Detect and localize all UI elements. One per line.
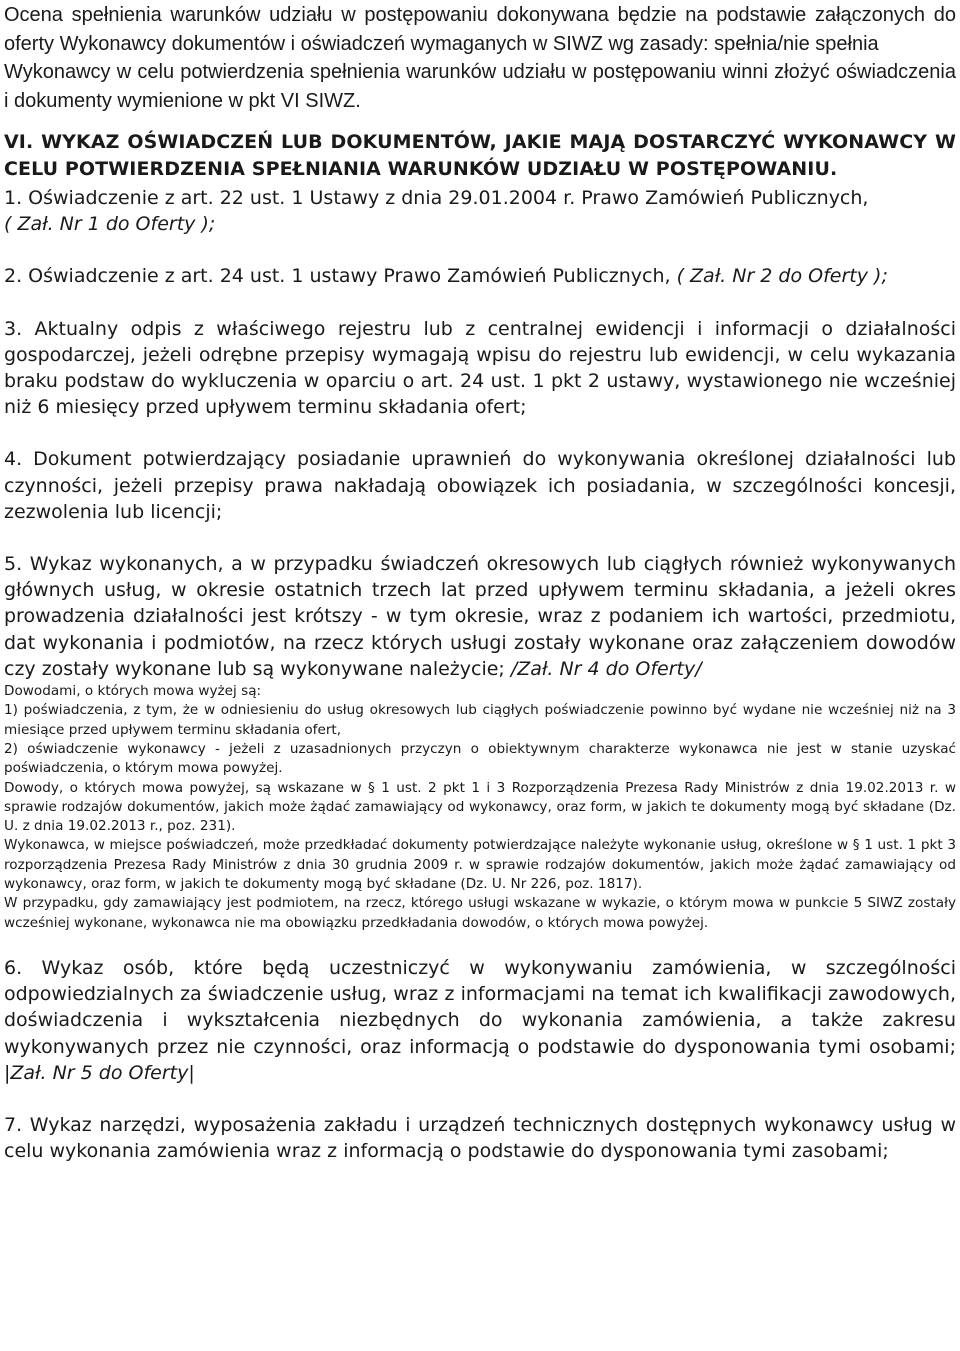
evidence-notes — [4, 682, 956, 933]
intro-paragraph-2: Wykonawcy w celu potwierdzenia spełnienia warunków udziału w postępowaniu winni złożyć oświadczenia i dokumenty wymienione w pkt VI SIWZ. — [4, 61, 956, 112]
note-2: 1) poświadczenia, z tym, że w odniesieniu do usług okresowych lub ciągłych poświadczenie powinno być wydane nie wcześniej niż na 3 miesiące przed upływem terminu składania ofert, — [4, 702, 956, 738]
note-6: W przypadku, gdy zamawiający jest podmiotem, na rzecz, którego usługi wskazane w wykazie, o którym mowa w punkcie 5 SIWZ zostały wcześniej wykonane, wykonawca nie ma obowiązku przedkładania dowodów, o których mowa powyżej. — [4, 895, 956, 931]
list-item-7: 7. Wykaz narzędzi, wyposażenia zakładu i urządzeń technicznych dostępnych wykonawcy usług w celu wykonania zamówienia wraz z informacją o podstawie do dysponowania tymi zasobami; — [4, 1113, 956, 1163]
intro-section — [4, 0, 956, 115]
requirements-list-continued — [4, 955, 956, 1164]
list-item-5-text: 5. Wykaz wykonanych, a w przypadku świadczeń okresowych lub ciągłych również wykonywanych głównych usług, w okresie ostatnich trzech lat przed upływem terminu składania, a jeżeli okres prowadzenia działalności jest krótszy - w tym okresie, wraz z podaniem ich wartości, przedmiotu, dat wykonania i podmiotów, na rzecz których usługi zostały wykonane oraz załączeniem dowodów czy zostały wykonane lub są wykonywane należycie; — [4, 553, 956, 680]
list-item-6-text: 6. Wykaz osób, które będą uczestniczyć w wykonywaniu zamówienia, w szczególności odpowiedzialnych za świadczenie usług, wraz z informacjami na temat ich kwalifikacji zawodowych, doświadczenia i wykształcenia niezbędnych do wykonania zamówienia, a także zakresu wykonywanych przez nie czynności, oraz informacją o podstawie do dysponowania tymi osobami; — [4, 956, 956, 1058]
list-item-6-attachment-ref: |Zał. Nr 5 do Oferty| — [4, 1061, 195, 1084]
note-1: Dowodami, o których mowa wyżej są: — [4, 683, 262, 700]
note-4: Dowody, o których mowa powyżej, są wskazane w § 1 ust. 2 pkt 1 i 3 Rozporządzenia Prezesa Rady Ministrów z dnia 19.02.2013 r. w sprawie rodzajów dokumentów, jakich może żądać zamawiający od wykonawcy, oraz form, w jakich te dokumenty mogą być składane (Dz. U. z dnia 19.02.2013 r., poz. 231). — [4, 779, 956, 835]
list-item-1-text: 1. Oświadczenie z art. 22 ust. 1 Ustawy z dnia 29.01.2004 r. Prawo Zamówień Publicznych, — [4, 187, 869, 209]
list-item-2 — [4, 263, 956, 289]
note-5: Wykonawca, w miejsce poświadczeń, może przedkładać dokumenty potwierdzające należyte wykonanie usług, określone w § 1 ust. 1 pkt 3 rozporządzenia Prezesa Rady Ministrów z dnia 30 grudnia 2009 r. w sprawie rodzajów dokumentów, jakich może żądać zamawiający od wykonawcy, oraz form, w jakich te dokumenty mogą być składane (Dz. U. Nr 226, poz. 1817). — [4, 837, 956, 893]
list-item-1 — [4, 185, 956, 237]
list-item-2-text: 2. Oświadczenie z art. 24 ust. 1 ustawy Prawo Zamówień Publicznych, — [4, 265, 677, 288]
list-item-6 — [4, 955, 956, 1086]
note-3: 2) oświadczenie wykonawcy - jeżeli z uzasadnionych przyczyn o obiektywnym charakterze wykonawca nie jest w stanie uzyskać poświadczenia, o którym mowa powyżej. — [4, 740, 956, 777]
list-item-3: 3. Aktualny odpis z właściwego rejestru lub z centralnej ewidencji i informacji o działalności gospodarczej, jeżeli odrębne przepisy wymagają wpisu do rejestru lub ewidencji, w celu wykazania braku podstaw do wykluczenia w oparciu o art. 24 ust. 1 pkt 2 ustawy, wystawionego nie wcześniej niż 6 miesięcy przed upływem terminu składania ofert; — [4, 317, 956, 419]
list-item-5 — [4, 551, 956, 682]
list-item-4: 4. Dokument potwierdzający posiadanie uprawnień do wykonywania określonej działalności lub czynności, jeżeli przepisy prawa nakładają obowiązek ich posiadania, w szczególności koncesji, zezwolenia lub licencji; — [4, 448, 956, 523]
intro-paragraph-1: Ocena spełnienia warunków udziału w postępowaniu dokonywana będzie na podstawie załączonych do oferty Wykonawcy dokumentów i oświadczeń wymaganych w SIWZ wg zasady: spełnia/nie spełnia — [4, 4, 956, 55]
list-item-5-attachment-ref: /Zał. Nr 4 do Oferty/ — [510, 657, 702, 680]
section-heading: VI. WYKAZ OŚWIADCZEŃ LUB DOKUMENTÓW, JAKIE MAJĄ DOSTARCZYĆ WYKONAWCY W CELU POTWIERDZENIA SPEŁNIANIA WARUNKÓW UDZIAŁU W POSTĘPOWANIU. — [4, 131, 956, 180]
list-item-2-attachment-ref: ( Zał. Nr 2 do Oferty ); — [676, 265, 888, 288]
requirements-list — [4, 185, 956, 682]
list-item-1-attachment-ref: ( Zał. Nr 1 do Oferty ); — [4, 213, 216, 236]
